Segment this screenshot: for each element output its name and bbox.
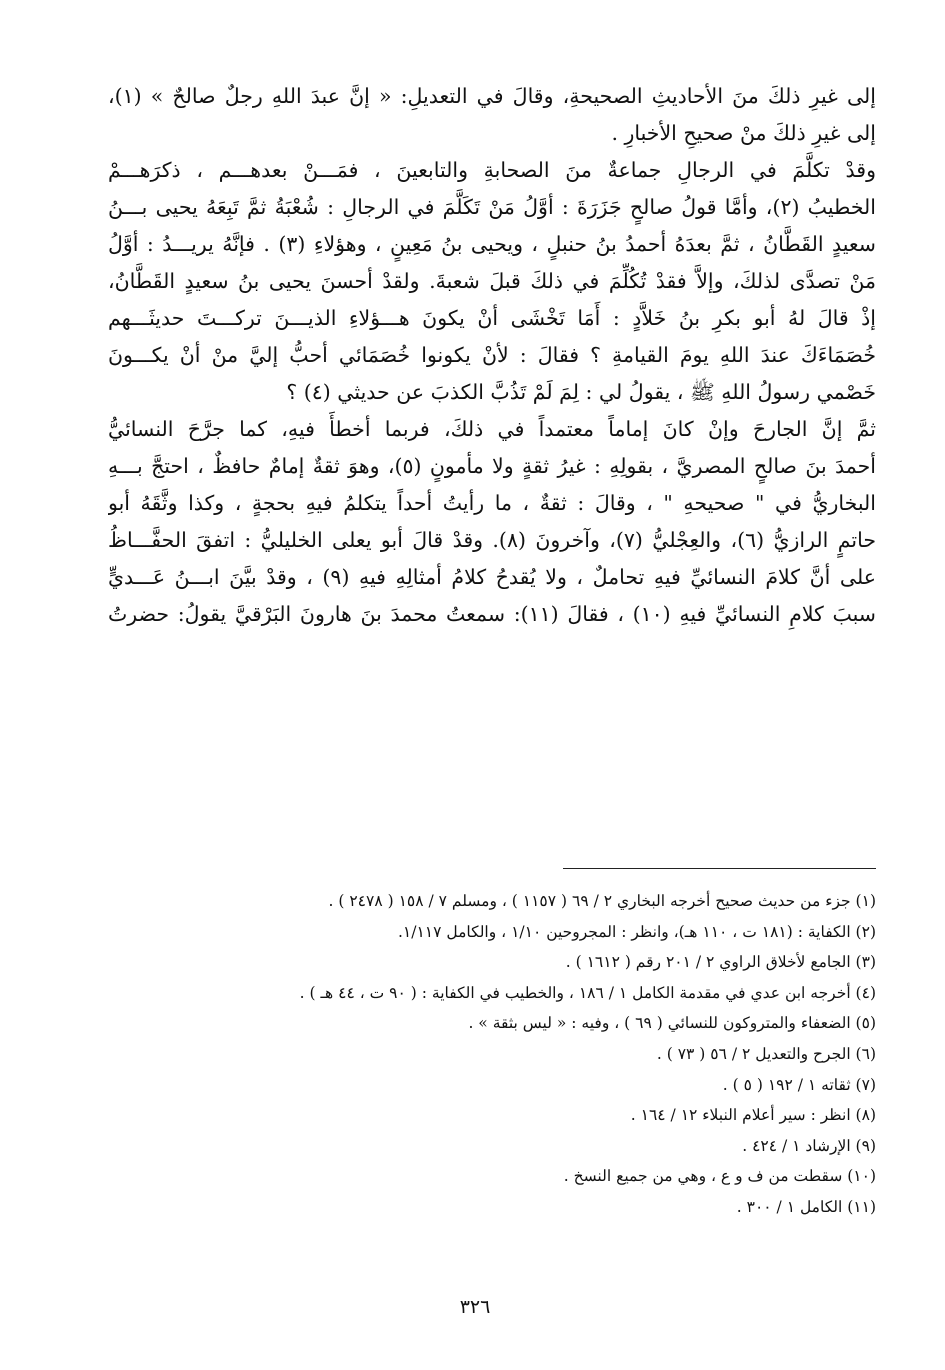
- footnote: (٢) الكفاية : (١٨١ ت ، ١١٠ هـ)، وانظر : المجروحين ١/١٠ ، والكامل ١/١١٧.: [397, 922, 876, 941]
- footnote: (٦) الجرح والتعديل ٢ / ٥٦ ( ٧٣ ) .: [656, 1044, 876, 1063]
- text-line: حاتمٍ الرازيُّ (٦)، والعِجْليُّ (٧)، وآخرونَ (٨). وقدْ قالَ أبو يعلى الخليليُّ : اتفقَ الحفَّـــاظُ: [108, 528, 876, 552]
- footnote: (٩) الإرشاد ١ / ٤٢٤ .: [742, 1136, 876, 1155]
- text-line: سعيدٍ القَطَّانُ ، ثمَّ بعدَهُ أحمدُ بنُ حنبلٍ ، ويحيى بنُ مَعِينٍ ، وهؤلاءِ (٣) . فإنَّهُ يريـــدُ : أوَّلُ: [108, 232, 876, 256]
- footnote: (٨) انظر : سير أعلام النبلاء ١٢ / ١٦٤ .: [630, 1106, 876, 1125]
- text-line: مَنْ تصدَّى لذلكَ، وإلاَّ فقدْ تُكُلِّمَ في ذلكَ قبلَ شعبةَ. ولقدْ أحسنَ يحيى بنُ سعيدٍ القَطَّانُ،: [108, 269, 876, 293]
- footnote: (٥) الضعفاء والمتروكون للنسائي ( ٦٩ ) ، وفيه : « ليس بثقة » .: [468, 1014, 876, 1033]
- text-line: إلى غيرِ ذلكَ منَ الأحاديثِ الصحيحةِ، وقالَ في التعديلِ: « إنَّ عبدَ اللهِ رجلٌ صالحٌ » (١)،: [108, 84, 876, 108]
- page-number: ٣٢٦: [459, 1296, 491, 1318]
- footnote: (١١) الكامل ١ / ٣٠٠ .: [736, 1197, 876, 1216]
- text-line: إذْ قالَ لهُ أبو بكرِ بنُ خَلاَّدٍ : أَمَا تَخْشَى أنْ يكونَ هـــؤلاءِ الذيـــنَ تركـــتَ حديثَـــهم: [108, 306, 876, 330]
- footnotes: [108, 886, 876, 1223]
- footnote: (١) جزء من حديث صحيح أخرجه البخاري ٢ / ٦٩ ( ١١٥٧ ) ، ومسلم ٧ / ١٥٨ ( ٢٤٧٨ ) .: [328, 892, 876, 910]
- text-line: سببَ كلامِ النسائيِّ فيهِ (١٠) ، فقالَ (١١): سمعتُ محمدَ بنَ هارونَ البَرْقيَّ يقولُ: حضرتُ: [108, 602, 876, 626]
- text-line: أحمدَ بنَ صالحٍ المصريَّ ، بقولِهِ : غيرُ ثقةٍ ولا مأمونٍ (٥)، وهوَ ثقةٌ إمامٌ حافظٌ ، احتجَّ بـــهِ: [108, 454, 876, 478]
- text-line: ثمَّ إنَّ الجارحَ وإنْ كانَ إماماً معتمداً في ذلكَ، فربما أخطأَ فيهِ، كما جرَّحَ النسائيُّ: [108, 417, 876, 441]
- footnote: (٤) أخرجه ابن عدي في مقدمة الكامل ١ / ١٨٦ ، والخطيب في الكفاية : ( ٩٠ ت ، ٤٤ هـ ) .: [299, 983, 876, 1002]
- text-line: وقدْ تكلَّمَ في الرجالِ جماعةٌ منَ الصحابةِ والتابعينَ ، فمَـــنْ بعدهـــم ، ذكرَهـــمْ: [108, 158, 876, 182]
- footnote: (٣) الجامع لأخلاق الراوي ٢ / ٢٠١ رقم ( ١٦١٢ ) .: [565, 953, 876, 972]
- main-text: [108, 78, 876, 633]
- footnote: (١٠) سقطت من ف و ع ، وهي من جميع النسخ .: [563, 1167, 876, 1186]
- text-line: البخاريُّ في " صحيحهِ " ، وقالَ : ثقةٌ ، ما رأيتُ أحداً يتكلمُ فيهِ بحجةٍ ، وكذا وثَّقَهُ أبو: [108, 491, 876, 515]
- text-line: على أنَّ كلامَ النسائيِّ فيهِ تحاملٌ ، ولا يُقدحُ كلامُ أمثالِهِ فيهِ (٩) ، وقدْ بيَّنَ ابـــنُ عَـــديٍّ: [108, 565, 876, 589]
- footnote: (٧) ثقاته ١ / ١٩٢ ( ٥ ) .: [722, 1075, 876, 1094]
- text-line: الخطيبُ (٢)، وأمَّا قولُ صالحٍ جَزَرَةَ : أوَّلُ مَنْ تَكَلَّمَ في الرجالِ : شُعْبَةُ ثمَّ تَبِعَهُ يحيى بـــنُ: [108, 195, 876, 219]
- footnote-separator: [563, 868, 876, 869]
- text-line: خَصْمي رسولُ اللهِ ﷺ ، يقولُ لي : لِمَ لَمْ تَذُبَّ الكذبَ عن حديثي (٤) ؟: [286, 380, 876, 404]
- text-line: إلى غيرِ ذلكَ منْ صحيحِ الأخبارِ .: [611, 121, 876, 145]
- text-line: خُصَمَاءَكَ عندَ اللهِ يومَ القيامةِ ؟ فقالَ : لأنْ يكونوا خُصَمَائي أحبُّ إليَّ منْ أنْ يكـــونَ: [108, 343, 876, 367]
